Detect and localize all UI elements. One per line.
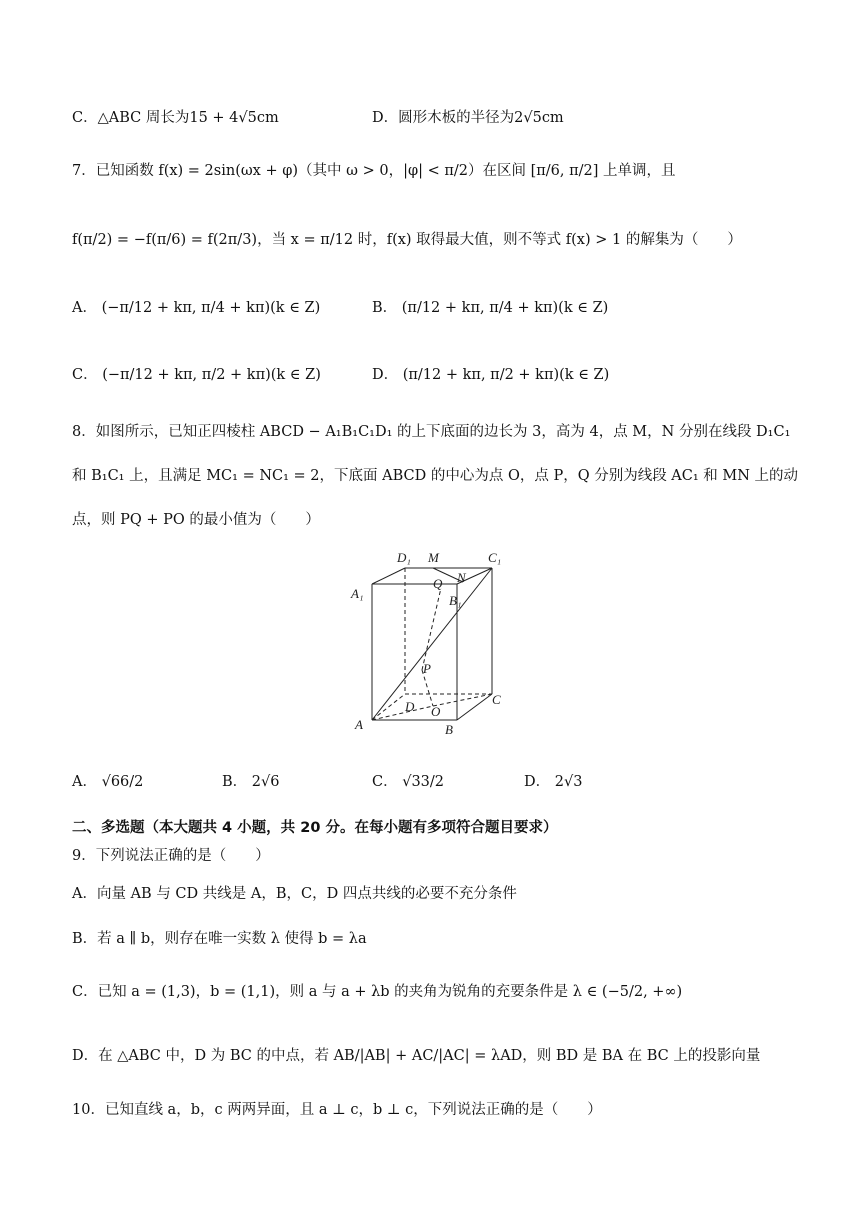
label-d1: D₁ (397, 550, 411, 565)
q10-stem: 10．已知直线 a，b，c 两两异面，且 a ⊥ c，b ⊥ c，下列说法正确的是（ ） (72, 1102, 602, 1118)
q8-stem-line3: 点，则 PQ + PO 的最小值为（ ） (72, 512, 320, 528)
section-heading: 二、多选题（本大题共 4 小题，共 20 分。在每小题有多项符合题目要求） (72, 820, 558, 836)
label-p: P (423, 661, 431, 676)
q8-stem-line1: 8．如图所示，已知正四棱柱 ABCD − A₁B₁C₁D₁ 的上下底面的边长为 3，高为 4，点 M，N 分别在线段 D₁C₁ (72, 424, 791, 440)
q8-option-b: B． 2√6 (222, 774, 280, 790)
q9-option-c: C．已知 a = (1,3)，b = (1,1)，则 a 与 a + λb 的夹角为锐角的充要条件是 λ ∈ (−5/2, +∞) (72, 984, 683, 1000)
q8-option-c: C． √33/2 (372, 774, 445, 790)
q6-option-c: C．△ABC 周长为15 + 4√5cm (72, 110, 279, 126)
q7-stem-line2: f(π/2) = −f(π/6) = f(2π/3)，当 x = π/12 时，f(x) 取得最大值，则不等式 f(x) > 1 的解集为（ ） (72, 232, 742, 248)
label-a1: A₁ (351, 586, 364, 601)
q7-option-a: A． (−π/12 + kπ, π/4 + kπ)(k ∈ Z) (72, 300, 321, 316)
q7-option-d: D． (π/12 + kπ, π/2 + kπ)(k ∈ Z) (372, 367, 610, 383)
label-m: M (428, 550, 439, 565)
q9-option-b: B．若 a ∥ b，则存在唯一实数 λ 使得 b = λa (72, 931, 367, 947)
q7-stem-line1: 7．已知函数 f(x) = 2sin(ωx + φ)（其中 ω > 0，|φ| < π/2）在区间 [π/6, π/2] 上单调，且 (72, 163, 676, 179)
label-d: D (405, 699, 415, 714)
q7-option-c: C． (−π/12 + kπ, π/2 + kπ)(k ∈ Z) (72, 367, 321, 383)
label-n: N (457, 570, 466, 585)
prism-figure (345, 548, 520, 740)
q9-option-d: D．在 △ABC 中，D 为 BC 的中点，若 AB/|AB| + AC/|AC| = λAD，则 BD 是 BA 在 BC 上的投影向量 (72, 1048, 761, 1064)
q9-stem: 9．下列说法正确的是（ ） (72, 848, 270, 864)
q6-option-d: D．圆形木板的半径为2√5cm (372, 110, 564, 126)
label-o: O (431, 704, 441, 719)
label-b: B (445, 722, 453, 737)
label-q: Q (433, 576, 443, 591)
q7-option-b: B． (π/12 + kπ, π/4 + kπ)(k ∈ Z) (372, 300, 609, 316)
q9-option-a: A．向量 AB 与 CD 共线是 A，B，C，D 四点共线的必要不充分条件 (72, 886, 517, 902)
label-b1: B₁ (449, 593, 462, 608)
q8-option-d: D． 2√3 (524, 774, 583, 790)
label-c1: C₁ (488, 550, 502, 565)
label-c: C (492, 692, 501, 707)
label-a: A (355, 717, 363, 732)
q8-stem-line2: 和 B₁C₁ 上，且满足 MC₁ = NC₁ = 2，下底面 ABCD 的中心为点 O，点 P，Q 分别为线段 AC₁ 和 MN 上的动 (72, 468, 799, 484)
q8-option-a: A． √66/2 (72, 774, 144, 790)
